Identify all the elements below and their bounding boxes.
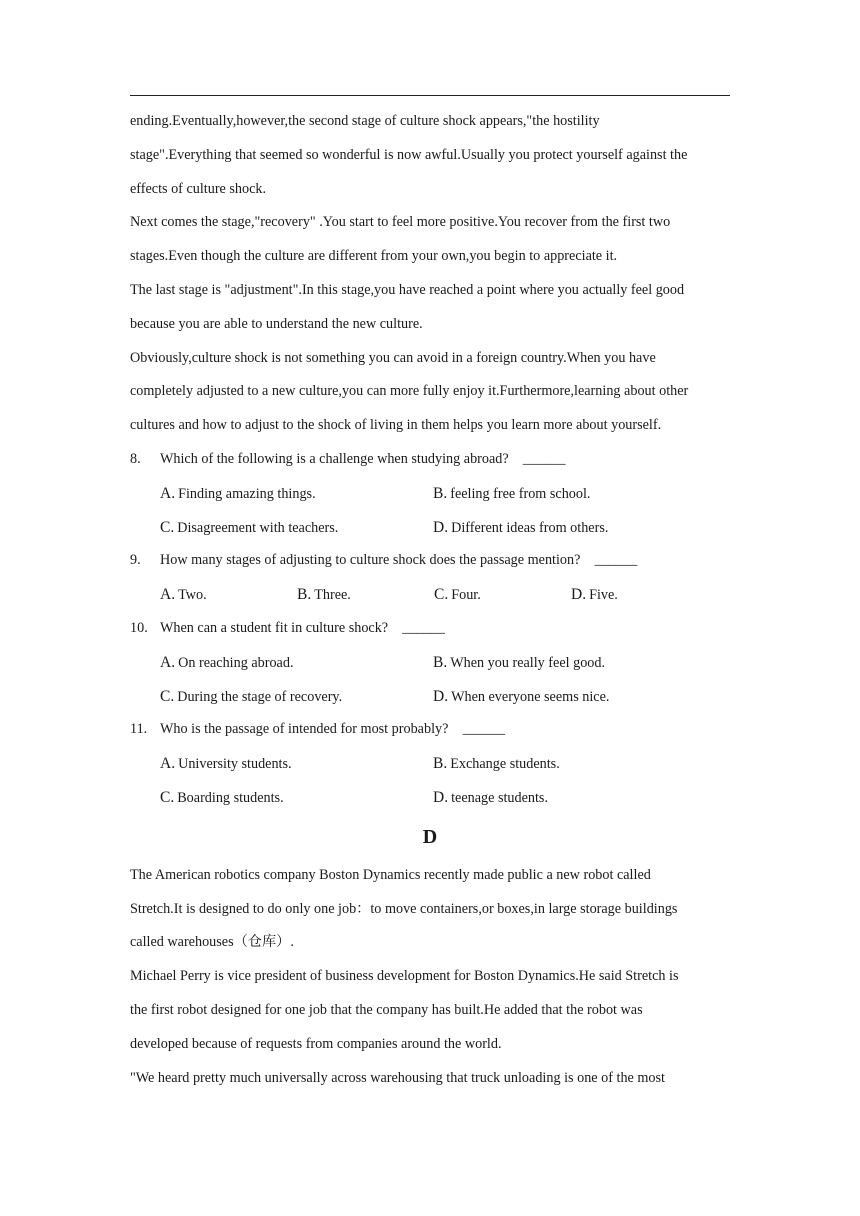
option-text: feeling free from school. [450, 485, 591, 502]
passage-c [130, 105, 730, 443]
question-number: 9. [130, 552, 141, 569]
passage-line: Next comes the stage,"recovery" .You start to feel more positive.You recover from the first two [130, 214, 671, 231]
question-number: 11. [130, 721, 148, 738]
question-text: How many stages of adjusting to culture shock does the passage mention? ______ [160, 552, 638, 569]
passage-line: The American robotics company Boston Dynamics recently made public a new robot called [130, 866, 651, 883]
option-text: teenage students. [451, 789, 548, 806]
options-row [130, 646, 730, 680]
option-letter: A. [160, 484, 176, 502]
options-row [130, 747, 730, 781]
passage-line: completely adjusted to a new culture,you can more fully enjoy it.Furthermore,learning about other [130, 383, 689, 400]
question-10 [130, 612, 730, 713]
option-letter: D. [433, 788, 449, 806]
option-letter: B. [297, 586, 312, 604]
option-text: Disagreement with teachers. [177, 519, 339, 536]
passage-line: because you are able to understand the new culture. [130, 315, 423, 332]
passage-d [130, 859, 730, 1096]
option-text: Five. [589, 587, 618, 604]
passage-line: Obviously,culture shock is not something you can avoid in a foreign country.When you have [130, 349, 656, 366]
option-letter: B. [433, 653, 448, 671]
question-11 [130, 713, 730, 814]
options-row [130, 781, 730, 815]
option-text: When you really feel good. [450, 654, 606, 671]
passage-line: cultures and how to adjust to the shock of living in them helps you learn more about yourself. [130, 417, 662, 434]
option-d[interactable] [571, 578, 618, 612]
option-b[interactable] [297, 578, 434, 612]
passage-line: developed because of requests from companies around the world. [130, 1035, 502, 1052]
option-text: Four. [451, 587, 481, 604]
option-b[interactable] [433, 646, 605, 680]
option-letter: B. [433, 484, 448, 502]
question-stem [130, 713, 730, 747]
passage-line: stage".Everything that seemed so wonderful is now awful.Usually you protect yourself against the [130, 146, 688, 163]
option-a[interactable] [160, 747, 433, 781]
option-letter: A. [160, 586, 176, 604]
option-b[interactable] [433, 747, 560, 781]
question-9 [130, 544, 730, 612]
option-text: Exchange students. [450, 756, 560, 773]
section-heading-d: D [422, 825, 438, 848]
option-text: When everyone seems nice. [451, 688, 610, 705]
question-number: 10. [130, 619, 148, 636]
options-row [130, 477, 730, 511]
passage-line: effects of culture shock. [130, 180, 267, 197]
option-text: During the stage of recovery. [177, 688, 343, 705]
passage-line: stages.Even though the culture are different from your own,you begin to appreciate it. [130, 248, 618, 265]
option-b[interactable] [433, 477, 590, 511]
passage-line: called warehouses（仓库）. [130, 934, 294, 951]
option-letter: D. [433, 687, 449, 705]
option-a[interactable] [160, 646, 433, 680]
options-row [130, 511, 730, 545]
question-text: Who is the passage of intended for most probably? ______ [160, 721, 506, 738]
option-letter: C. [434, 586, 449, 604]
question-8 [130, 443, 730, 544]
option-text: Boarding students. [177, 789, 284, 806]
option-text: Three. [314, 587, 351, 604]
options-row [130, 578, 730, 612]
option-letter: C. [160, 518, 175, 536]
option-letter: A. [160, 755, 176, 773]
option-letter: C. [160, 687, 175, 705]
passage-line: the first robot designed for one job that the company has built.He added that the robot was [130, 1001, 643, 1018]
question-stem [130, 544, 730, 578]
passage-line: Stretch.It is designed to do only one job：to move containers,or boxes,in large storage buildings [130, 900, 678, 917]
option-letter: D. [571, 586, 587, 604]
option-letter: C. [160, 788, 175, 806]
option-text: University students. [178, 756, 292, 773]
option-letter: B. [433, 755, 448, 773]
question-stem [130, 612, 730, 646]
question-text: Which of the following is a challenge when studying abroad? ______ [160, 450, 566, 467]
option-c[interactable] [160, 511, 433, 545]
passage-line: ending.Eventually,however,the second stage of culture shock appears,"the hostility [130, 113, 600, 129]
option-d[interactable] [433, 781, 548, 815]
option-d[interactable] [433, 680, 609, 714]
option-d[interactable] [433, 511, 608, 545]
question-text: When can a student fit in culture shock? ______ [160, 619, 445, 636]
option-c[interactable] [160, 781, 433, 815]
option-c[interactable] [160, 680, 433, 714]
option-text: Finding amazing things. [178, 485, 316, 502]
option-text: Two. [178, 587, 207, 604]
question-number: 8. [130, 450, 141, 467]
header-rule [130, 95, 730, 96]
option-letter: D. [433, 518, 449, 536]
option-text: On reaching abroad. [178, 654, 294, 671]
passage-line: "We heard pretty much universally across warehousing that truck unloading is one of the most [130, 1069, 665, 1086]
passage-line: Michael Perry is vice president of business development for Boston Dynamics.He said Stretch is [130, 968, 679, 985]
passage-line: The last stage is "adjustment".In this stage,you have reached a point where you actually feel good [130, 281, 685, 298]
option-a[interactable] [160, 477, 433, 511]
option-a[interactable] [160, 578, 297, 612]
option-text: Different ideas from others. [451, 519, 609, 536]
document-body [130, 105, 730, 1095]
question-stem [130, 443, 730, 477]
option-letter: A. [160, 653, 176, 671]
option-c[interactable] [434, 578, 571, 612]
options-row [130, 680, 730, 714]
